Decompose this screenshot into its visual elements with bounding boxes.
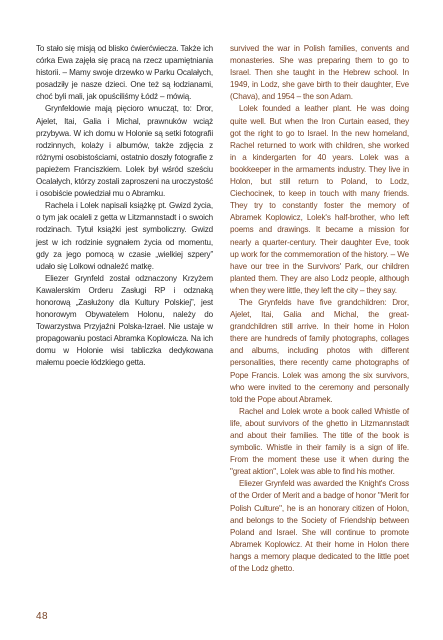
page-number: 48 <box>36 611 49 622</box>
paragraph: Rachel and Lolek wrote a book called Whistle of life, about survivors of the ghetto in Litzmannstadt and about their families. The title of the book is symbolic. Whistle in their family is a sign of life. From the moment these use it when during the "great aktion", Lolek was able to find his mother. <box>230 406 409 477</box>
paragraph: Eliezer Grynfeld was awarded the Knight's Cross of the Order of Merit and a badge of honor "Merit for Polish Culture", he is an honorary citizen of Holon, and belongs to the Society of Friendship between Poland and Israel. She will continue to promote Abramek Koplowicz. At their home in Holon there hangs a memory plaque dedicated to the little poet of the Lodz ghetto. <box>230 479 409 574</box>
paragraph: Rachela i Lolek napisali książkę pt. Gwizd życia, o tym jak ocaleli z getta w Litzmannstadt i o swoich rodzinach. Tytuł książki jest symboliczny. Gwizd jest w ich rodzinie sygnałem życia od momentu, gdy za jego pomocą w czasie „wielkiej szpery” udało się Lolkowi odnaleźć matkę. <box>36 201 213 271</box>
paragraph: survived the war in Polish families, convents and monasteries. She was preparing them to go to Israel. Then she taught in the Hebrew school. In 1949, in Lodz, she gave birth to their daughter, Eve (Chava), and 1954 – the son Adam. <box>230 44 409 102</box>
paragraph: Eliezer Grynfeld został odznaczony Krzyżem Kawalerskim Orderu Zasługi RP i odznaką honorową „Zasłużony dla Kultury Polskiej”, jest honorowym Obywatelem Holonu, należy do Towarzystwa Przyjaźni Polska-Izrael. Nie ustaje w propagowaniu postaci Abramka Koplowicza. Na ich domu w Holonie wisi tabliczka dedykowana małemu poecie łódzkiego getta. <box>36 273 213 368</box>
polish-text-column <box>36 43 213 370</box>
paragraph: Lolek founded a leather plant. He was doing quite well. But when the Iron Curtain eased, they got the right to go to Israel. In the new homeland, Rachel returned to work with children, she worked in a kindergarten for 40 years. Lolek was a bookkeeper in the armaments industry. They live in Holon, but still return to Poland, to Lodz, Ciechocinek, to keep in touch with many friends. They try to constantly foster the memory of Abramek Koplowicz, Lolek's half-brother, who left poems and drawings. It became a mission for nearly a quarter-century. Their daughter Eve, took up work for the commemoration of the history. – We have our tree in the Survivors' Park, our children planted them. They are also Lodz people, although when they were little, they left the city – they say. <box>230 104 409 295</box>
paragraph: Grynfeldowie mają pięcioro wnucząt, to: Dror, Ajelet, Itai, Galia i Michal, prawnuków wciąż przybywa. W ich domu w Holonie są setki fotografii rodzinnych, kolaży i albumów, także zdjęcia z różnymi osobistościami, ostatnio doszły fotografie z papieżem Franciszkiem. Lolek był wśród sześciu Ocalałych, którzy zostali zaproszeni na uroczystość i osobiście powiedział mu o Abramku. <box>36 104 213 199</box>
paragraph: The Grynfelds have five grandchildren: Dror, Ajelet, Itai, Galia and Michal, the great-grandchildren still arrive. In their home in Holon there are hundreds of family photographs, collages and albums, including photos with different personalities, there recently came photographs of Pope Francis. Lolek was among the six survivors, who were invited to the ceremony and personally told the Pope about Abramek. <box>230 297 409 404</box>
english-text-column <box>230 43 409 575</box>
paragraph: To stało się misją od blisko ćwierćwiecza. Także ich córka Ewa zajęła się pracą na rzecz upamiętniania historii. – Mamy swoje drzewko w Parku Ocalałych, posadziły je nasze dzieci. One też są łodzianami, choć byli mali, jak opuściliśmy Łódź – mówią. <box>36 44 213 102</box>
